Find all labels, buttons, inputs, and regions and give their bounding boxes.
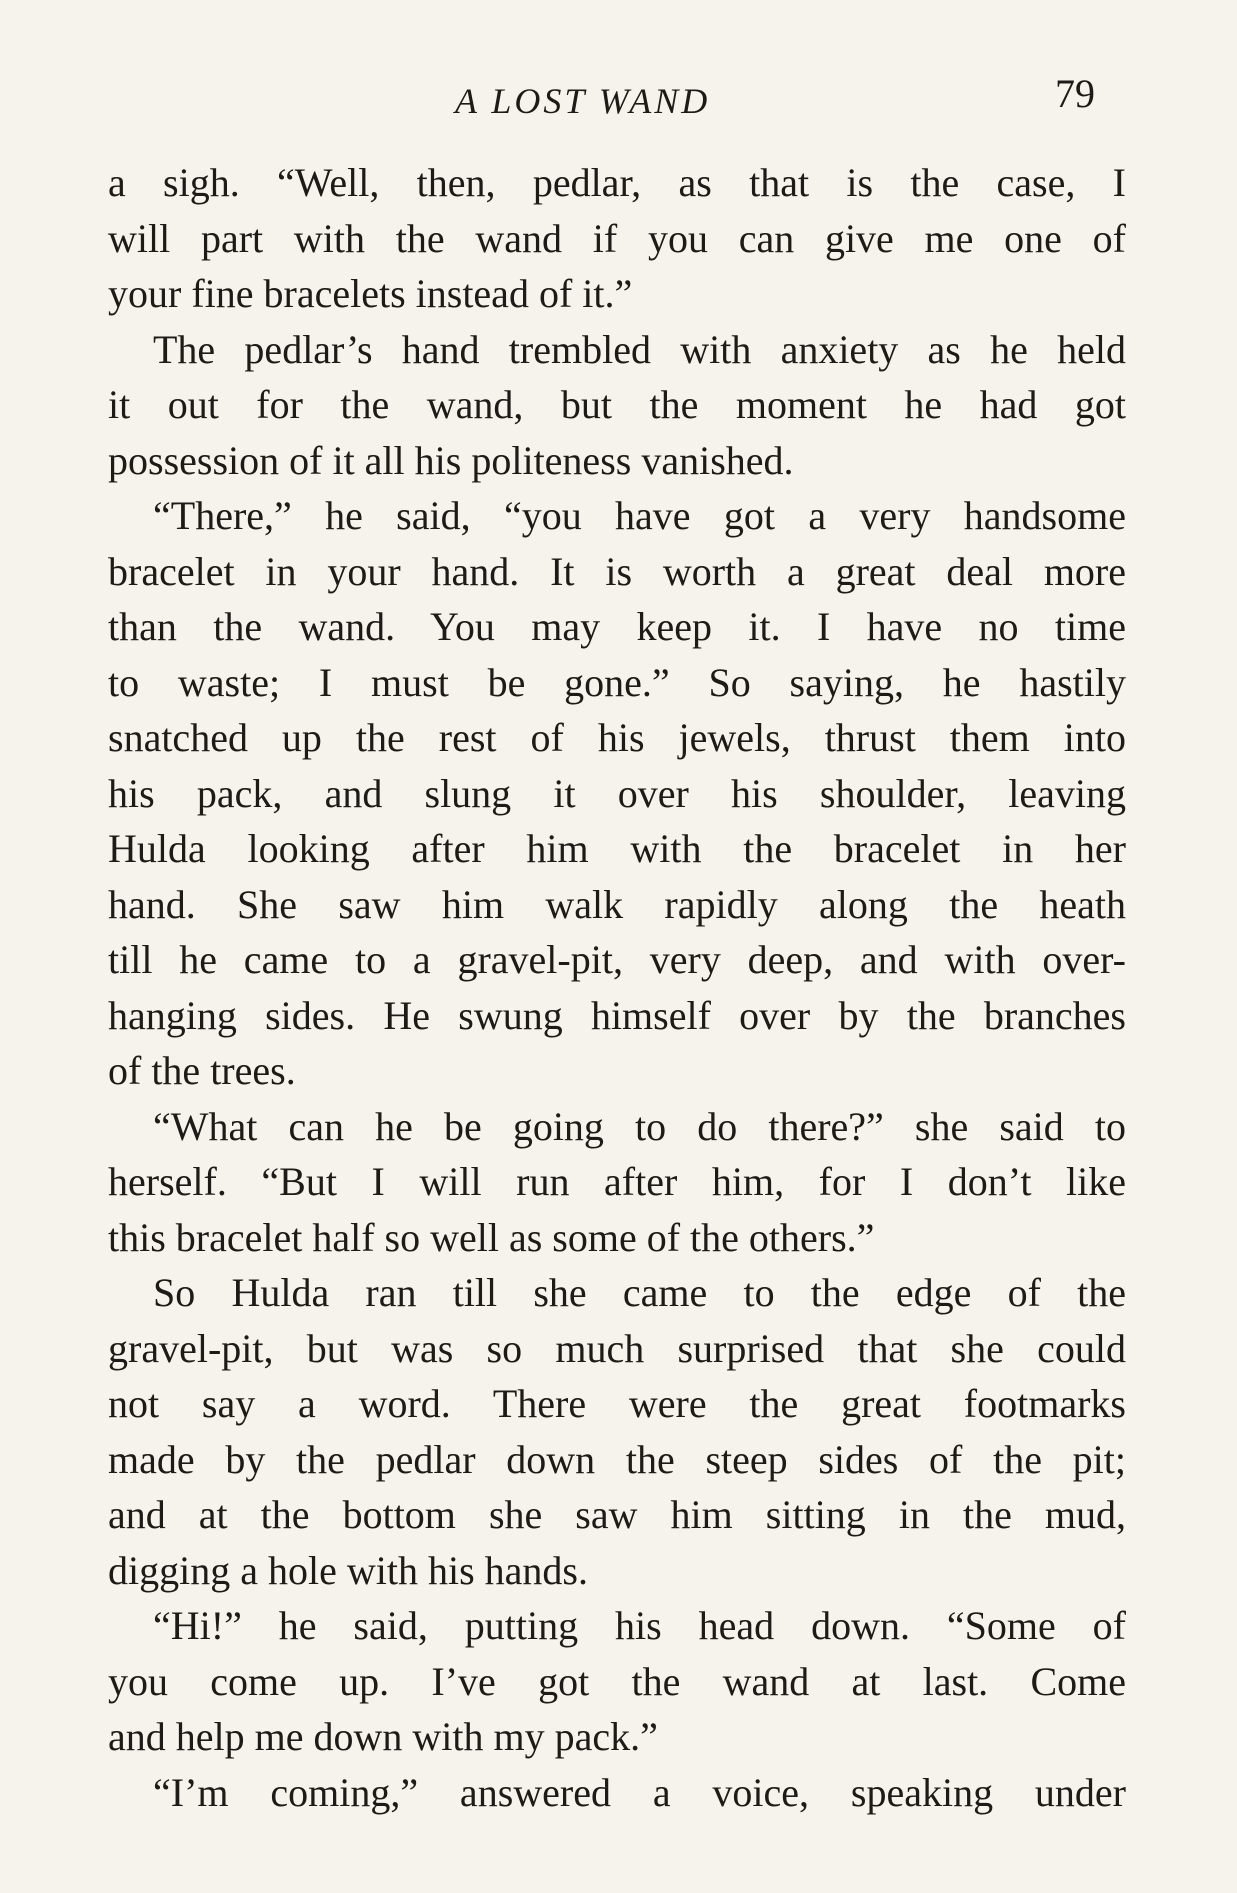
text-line: of the trees. (108, 1048, 296, 1093)
text-line: hanging sides. He swung himself over by the branches (108, 992, 1126, 1038)
text-line: bracelet in your hand. It is worth a great deal more (108, 548, 1126, 594)
text-line: “I’m coming,” answered a voice, speaking under (153, 1769, 1126, 1815)
text-line: your fine bracelets instead of it.” (108, 271, 633, 316)
text-line: gravel-pit, but was so much surprised that she could (108, 1325, 1126, 1371)
text-line: hand. She saw him walk rapidly along the heath (108, 881, 1126, 927)
body-text (108, 155, 1126, 1820)
text-line: The pedlar’s hand trembled with anxiety as he held (153, 326, 1126, 372)
text-line: this bracelet half so well as some of the others.” (108, 1214, 875, 1260)
text-line: to waste; I must be gone.” So saying, he hastily (108, 659, 1126, 705)
text-line: and at the bottom she saw him sitting in the mud, (108, 1492, 1126, 1537)
text-line: “There,” he said, “you have got a very handsome (153, 493, 1126, 538)
text-line: you come up. I’ve got the wand at last. Come (108, 1658, 1126, 1704)
running-head (0, 70, 1237, 130)
text-line: will part with the wand if you can give me one of (108, 215, 1126, 261)
text-line: than the wand. You may keep it. I have no time (108, 604, 1126, 649)
text-line: not say a word. There were the great footmarks (108, 1381, 1126, 1426)
text-line: it out for the wand, but the moment he had got (108, 382, 1126, 427)
text-line: and help me down with my pack.” (108, 1714, 658, 1759)
text-line: Hulda looking after him with the bracelet in her (108, 826, 1126, 871)
text-line: a sigh. “Well, then, pedlar, as that is the case, I (108, 160, 1126, 205)
text-line: his pack, and slung it over his shoulder, leaving (108, 770, 1126, 816)
text-line: So Hulda ran till she came to the edge of the (153, 1270, 1126, 1315)
text-line: till he came to a gravel-pit, very deep, and with over- (108, 937, 1126, 982)
page-number: 79 (1055, 71, 1095, 116)
text-line: herself. “But I will run after him, for I don’t like (108, 1159, 1126, 1204)
text-line: made by the pedlar down the steep sides of the pit; (108, 1436, 1126, 1482)
text-line: snatched up the rest of his jewels, thrust them into (108, 715, 1126, 760)
text-line: “Hi!” he said, putting his head down. “Some of (153, 1603, 1126, 1648)
text-line: digging a hole with his hands. (108, 1547, 588, 1593)
running-title: A LOST WAND (455, 81, 711, 121)
text-line: “What can he be going to do there?” she said to (153, 1103, 1126, 1149)
text-line: possession of it all his politeness vanished. (108, 437, 794, 483)
